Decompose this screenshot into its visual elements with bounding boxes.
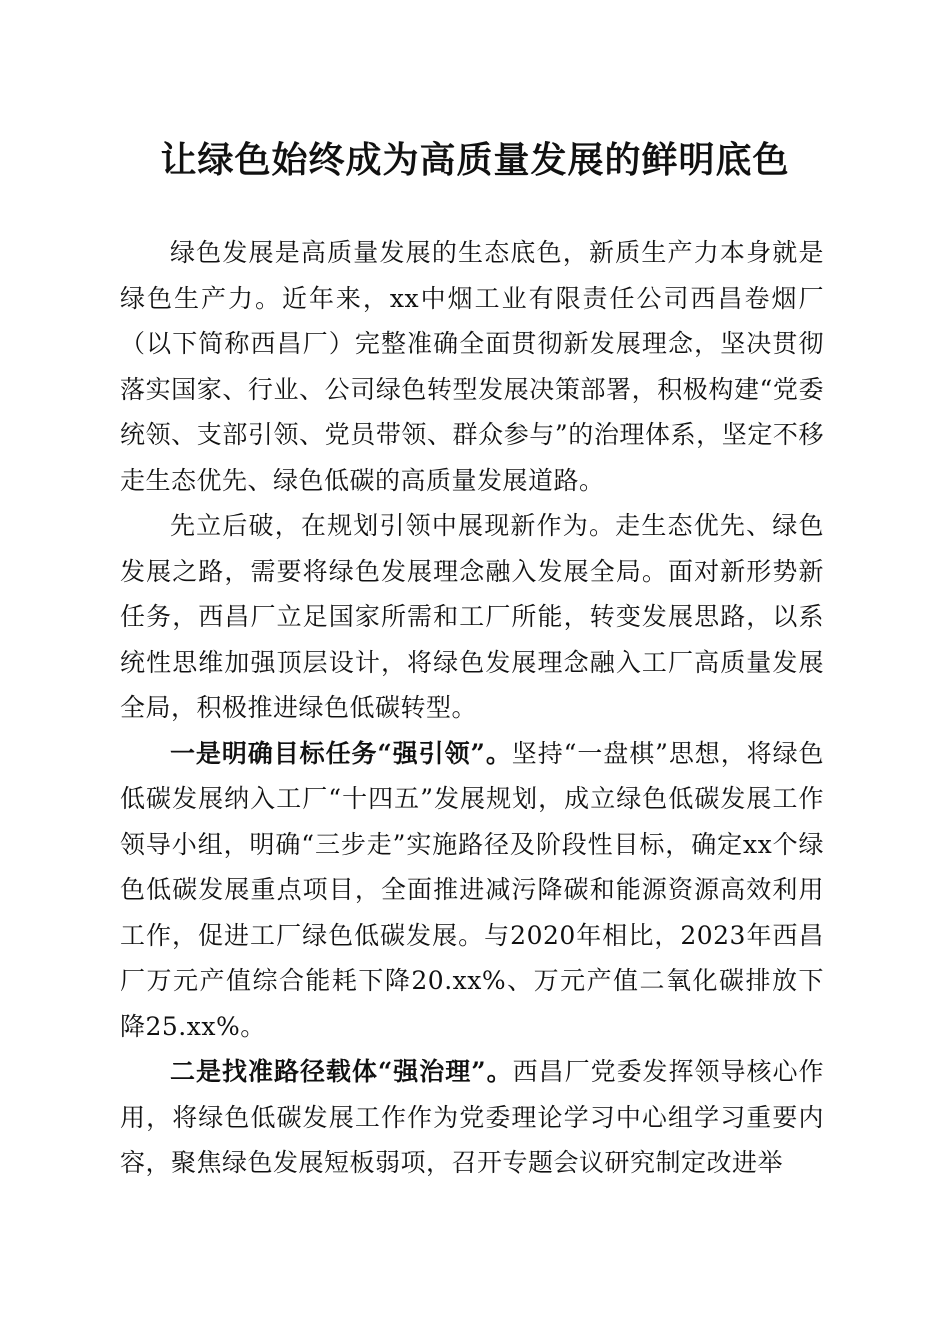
paragraph-intro: [120, 230, 824, 503]
document-body: [120, 230, 824, 1186]
paragraph-lead: 二是找准路径载体“强治理”。: [170, 1057, 513, 1086]
paragraph-goal-tasks: [120, 731, 824, 1050]
paragraph-text: 坚持“一盘棋”思想，将绿色低碳发展纳入工厂“十四五”发展规划，成立绿色低碳发展工作领导小组，明确“三步走”实施路径及阶段性目标，确定xx个绿色低碳发展重点项目，全面推进减污降碳和能源资源高效利用工作，促进工厂绿色低碳发展。与2020年相比，2023年西昌厂万元产值综合能耗下降20.xx%、万元产值二氧化碳排放下降25.xx%。: [120, 738, 824, 1041]
paragraph-lead: 一是明确目标任务“强引领”。: [170, 738, 512, 768]
document-title: 让绿色始终成为高质量发展的鲜明底色: [160, 139, 790, 181]
paragraph-text: 西昌厂党委发挥领导核心作用，将绿色低碳发展工作作为党委理论学习中心组学习重要内容，聚焦绿色发展短板弱项，召开专题会议研究制定改进举: [120, 1057, 824, 1177]
paragraph-text: 绿色发展是高质量发展的生态底色，新质生产力本身就是绿色生产力。近年来，xx中烟工业有限责任公司西昌卷烟厂（以下简称西昌厂）完整准确全面贯彻新发展理念，坚决贯彻落实国家、行业、公司绿色转型发展决策部署，积极构建“党委统领、支部引领、党员带领、群众参与”的治理体系，坚定不移走生态优先、绿色低碳的高质量发展道路。: [120, 238, 824, 495]
paragraph-governance: [120, 1049, 824, 1186]
paragraph-planning: [120, 503, 824, 731]
paragraph-text: 先立后破，在规划引领中展现新作为。走生态优先、绿色发展之路，需要将绿色发展理念融入发展全局。面对新形势新任务，西昌厂立足国家所需和工厂所能，转变发展思路，以系统性思维加强顶层设计，将绿色发展理念融入工厂高质量发展全局，积极推进绿色低碳转型。: [120, 511, 824, 722]
